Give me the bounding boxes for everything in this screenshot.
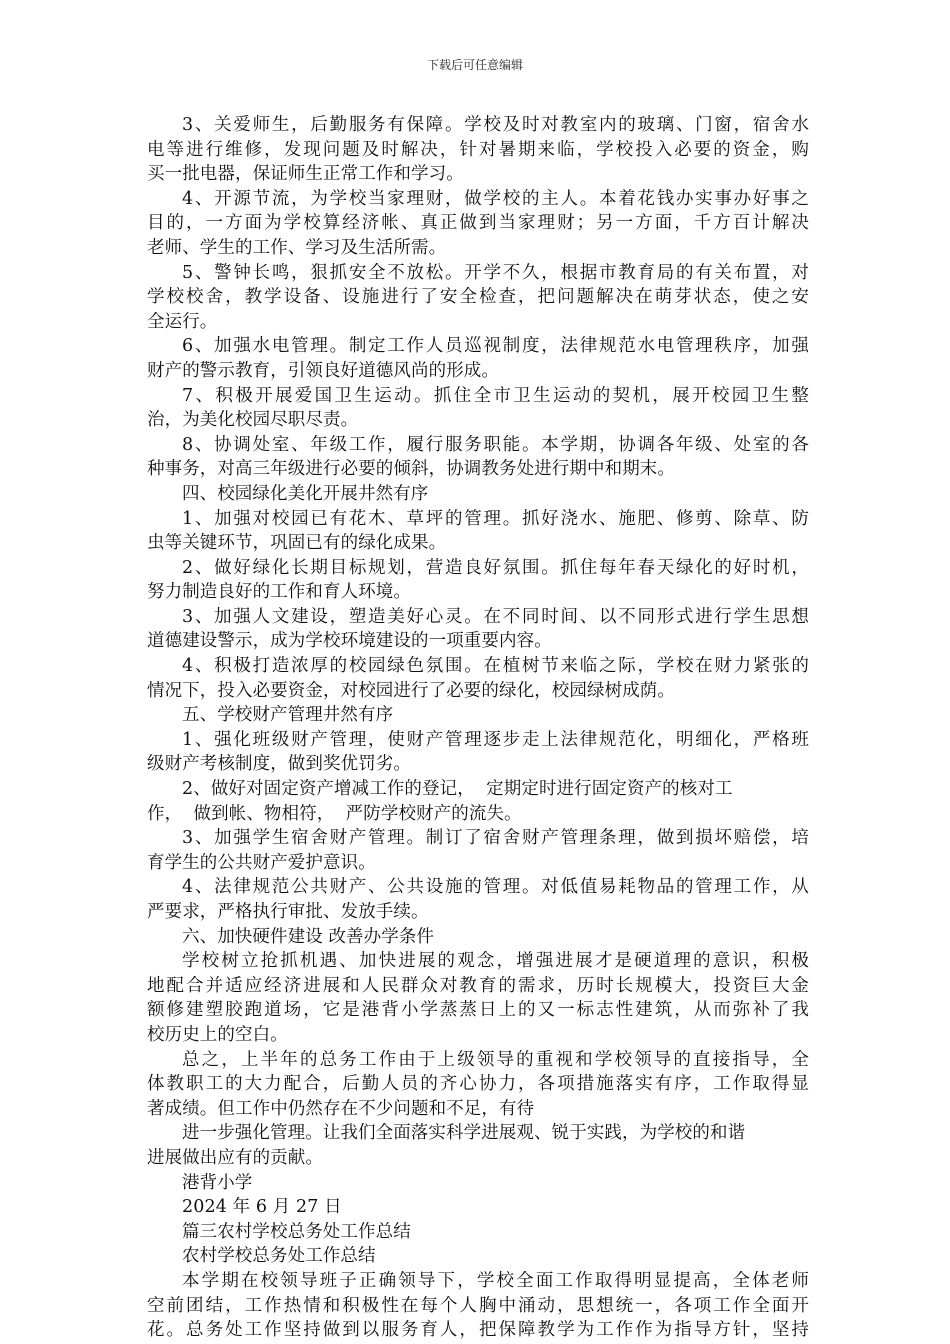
paragraph-line: 育学生的公共财产爱护意识。 — [147, 852, 376, 873]
paragraph-line: 1、加强对校园已有花木、草坪的管理。抓好浇水、施肥、修剪、除草、防 — [182, 508, 809, 529]
paragraph-line: 3、加强学生宿舍财产管理。制订了宿舍财产管理条理，做到损坏赔偿，培 — [182, 828, 809, 849]
paragraph-line: 老师、学生的工作、学习及生活所需。 — [147, 237, 447, 258]
paragraph-line: 花。总务处工作坚持做到以服务育人，把保障教学为工作作为指导方针，坚持 — [147, 1320, 809, 1341]
paragraph-line: 学校校舍，教学设备、设施进行了安全检查，把问题解决在萌芽状态，使之安 — [147, 287, 809, 308]
paragraph-line: 7、积极开展爱国卫生运动。抓住全市卫生运动的契机，展开校园卫生整 — [182, 385, 809, 406]
paragraph-line: 虫等关键环节，巩固已有的绿化成果。 — [147, 533, 447, 554]
paragraph-line: 4、法律规范公共财产、公共设施的管理。对低值易耗物品的管理工作，从 — [182, 877, 809, 898]
paragraph-line: 级财产考核制度，做到奖优罚劣。 — [147, 754, 411, 775]
paragraph-line: 6、加强水电管理。制定工作人员巡视制度，法律规范水电管理秩序，加强 — [182, 336, 809, 357]
paragraph-line: 1、强化班级财产管理，使财产管理逐步走上法律规范化，明细化，严格班 — [182, 729, 809, 750]
article-title: 篇三农村学校总务处工作总结 — [182, 1221, 411, 1242]
paragraph-line: 治，为美化校园尽职尽责。 — [147, 410, 359, 431]
article-subtitle: 农村学校总务处工作总结 — [182, 1246, 376, 1267]
paragraph-line: 作， 做到帐、物相符， 严防学校财产的流失。 — [147, 803, 522, 824]
paragraph-line: 8、协调处室、年级工作，履行服务职能。本学期，协调各年级、处室的各 — [182, 434, 809, 455]
paragraph-line: 5、警钟长鸣，狠抓安全不放松。开学不久，根据市教育局的有关布置，对 — [182, 262, 809, 283]
paragraph-line: 2、做好绿化长期目标规划，营造良好氛围。抓住每年春天绿化的好时机， — [182, 557, 809, 578]
paragraph-line: 本学期在校领导班子正确领导下，学校全面工作取得明显提高，全体老师 — [182, 1270, 809, 1291]
paragraph-line: 财产的警示教育，引领良好道德风尚的形成。 — [147, 360, 499, 381]
paragraph-line: 校历史上的空白。 — [147, 1024, 288, 1045]
paragraph-line: 电等进行维修，发现问题及时解决，针对暑期来临，学校投入必要的资金，购 — [147, 139, 809, 160]
paragraph-line: 情况下，投入必要资金，对校园进行了必要的绿化，校园绿树成荫。 — [147, 680, 675, 701]
paragraph-line: 学校树立抢抓机遇、加快进展的观念，增强进展才是硬道理的意识，积极 — [182, 951, 809, 972]
paragraph-line: 4、开源节流，为学校当家理财，做学校的主人。本着花钱办实事办好事之 — [182, 188, 809, 209]
signature-date: 2024 年 6 月 27 日 — [182, 1197, 342, 1218]
paragraph-line: 3、关爱师生，后勤服务有保障。学校及时对教室内的玻璃、门窗，宿舍水 — [182, 115, 809, 135]
paragraph-line: 买一批电器，保证师生正常工作和学习。 — [147, 164, 464, 185]
paragraph-line: 努力制造良好的工作和育人环境。 — [147, 582, 411, 603]
paragraph-line: 严要求，严格执行审批、发放手续。 — [147, 902, 429, 922]
paragraph-line: 著成绩。但工作中仍然存在不少问题和不足，有待 — [147, 1098, 535, 1119]
paragraph-line: 体教职工的大力配合，后勤人员的齐心协力，各项措施落实有序，工作取得显 — [147, 1074, 809, 1095]
paragraph-line: 空前团结，工作热情和积极性在每个人胸中涌动，思想统一，各项工作全面开 — [147, 1295, 809, 1316]
paragraph-line: 3、加强人文建设，塑造美好心灵。在不同时间、以不同形式进行学生思想 — [182, 606, 809, 627]
paragraph-line: 道德建设警示，成为学校环境建设的一项重要内容。 — [147, 631, 552, 652]
document-body — [147, 113, 809, 1343]
section-heading: 四、校园绿化美化开展井然有序 — [182, 483, 429, 504]
section-heading: 六、加快硬件建设 改善办学条件 — [182, 926, 435, 947]
paragraph-line: 地配合并适应经济进展和人民群众对教育的需求，历时长规模大，投资巨大金 — [147, 975, 809, 996]
paragraph-line: 进一步强化管理。让我们全面落实科学进展观、锐于实践，为学校的和谐 — [182, 1123, 746, 1144]
page-header-note: 下载后可任意编辑 — [426, 58, 523, 72]
paragraph-line: 4、积极打造浓厚的校园绿色氛围。在植树节来临之际，学校在财力紧张的 — [182, 656, 809, 677]
paragraph-line: 种事务，对高三年级进行必要的倾斜，协调教务处进行期中和期末。 — [147, 459, 675, 480]
paragraph-line: 额修建塑胶跑道场，它是港背小学蒸蒸日上的又一标志性建筑，从而弥补了我 — [147, 1000, 809, 1021]
paragraph-line: 目的，一方面为学校算经济帐、真正做到当家理财；另一方面，千方百计解决 — [147, 213, 809, 234]
paragraph-line: 总之，上半年的总务工作由于上级领导的重视和学校领导的直接指导，全 — [182, 1049, 809, 1070]
section-heading: 五、学校财产管理井然有序 — [182, 705, 394, 726]
paragraph-line: 2、做好对固定资产增减工作的登记， 定期定时进行固定资产的核对工 — [182, 779, 733, 800]
signature-school: 港背小学 — [182, 1172, 253, 1193]
paragraph-line: 进展做出应有的贡献。 — [147, 1147, 323, 1168]
paragraph-line: 全运行。 — [147, 311, 218, 332]
